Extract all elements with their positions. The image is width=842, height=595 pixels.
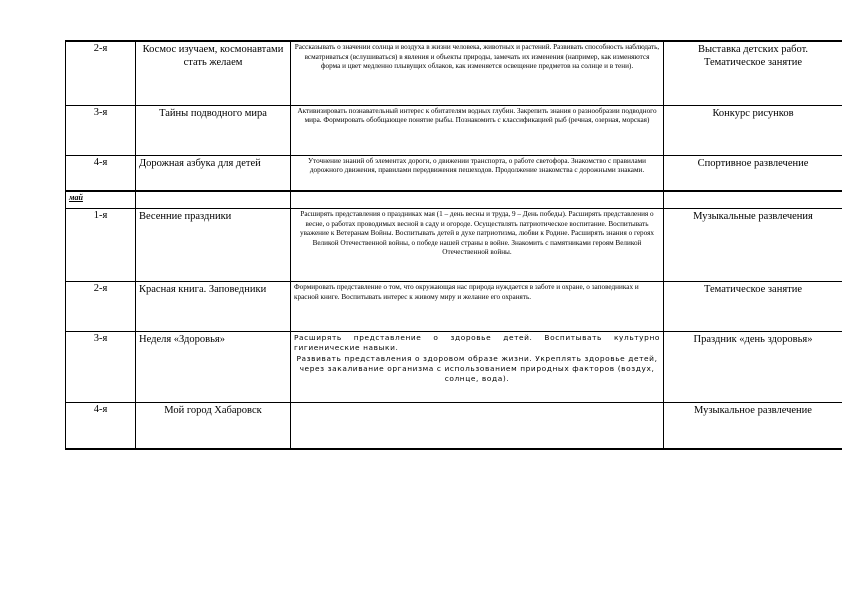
event-cell: Праздник «день здоровья»: [664, 332, 842, 403]
week-cell: 3-я: [66, 105, 136, 155]
week-cell: 2-я: [66, 41, 136, 105]
month-row: [66, 191, 842, 209]
table-row: [66, 282, 842, 332]
empty-cell: [664, 191, 842, 209]
goal-cell: Формировать представление о том, что окружающая нас природа нуждается в заботе и охране, о заповедниках и красной книге. Воспитывать интерес к живому миру и желание его охранять.: [291, 282, 664, 332]
month-label: май: [66, 191, 136, 209]
goal-paragraph: Расширять представление о здоровье детей. Воспитывать культурно гигиенические навыки.: [294, 333, 660, 352]
week-cell: 3-я: [66, 332, 136, 403]
event-cell: Музыкальные развлечения: [664, 209, 842, 282]
event-cell: Выставка детских работ. Тематическое занятие: [664, 41, 842, 105]
table-row: [66, 105, 842, 155]
topic-cell: Весенние праздники: [136, 209, 291, 282]
goal-cell: Уточнение знаний об элементах дороги, о движении транспорта, о работе светофора. Знакомство с правилами дорожного движения, правилами передвижения пешеходов. Продолжение знакомства с дорожными знаками.: [291, 155, 664, 191]
week-cell: 4-я: [66, 155, 136, 191]
thematic-plan-table: [65, 40, 842, 450]
topic-cell: Космос изучаем, космонавтами стать желаем: [136, 41, 291, 105]
week-cell: 2-я: [66, 282, 136, 332]
goal-cell: [291, 403, 664, 449]
topic-cell: Мой город Хабаровск: [136, 403, 291, 449]
topic-cell: Дорожная азбука для детей: [136, 155, 291, 191]
table-row: [66, 41, 842, 105]
event-cell: Спортивное развлечение: [664, 155, 842, 191]
table-row: [66, 332, 842, 403]
topic-cell: Красная книга. Заповедники: [136, 282, 291, 332]
empty-cell: [291, 191, 664, 209]
topic-cell: Неделя «Здоровья»: [136, 332, 291, 403]
week-cell: 4-я: [66, 403, 136, 449]
event-cell: Тематическое занятие: [664, 282, 842, 332]
table-row: [66, 155, 842, 191]
table-row: [66, 403, 842, 449]
event-cell: Конкурс рисунков: [664, 105, 842, 155]
topic-cell: Тайны подводного мира: [136, 105, 291, 155]
table-row: [66, 209, 842, 282]
event-cell: Музыкальное развлечение: [664, 403, 842, 449]
goal-cell: Рассказывать о значении солнца и воздуха в жизни человека, животных и растений. Развивать способность наблюдать, всматриваться (вслушиваться) в явления и объекты природы, замечать их изменения (например, как изменяются форма и цвет медленно плывущих облаков, как изменяется освещение предметов на солнце и в тени).: [291, 41, 664, 105]
goal-cell: [291, 332, 664, 403]
goal-paragraph: Развивать представления о здоровом образе жизни. Укреплять здоровье детей, через закаливание организма с использованием природных факторов (воздух, солнце, вода).: [296, 354, 658, 383]
goal-cell: Активизировать познавательный интерес к обитателям водных глубин. Закрепить знания о разнообразии подводного мира. Формировать обобщающее понятие рыбы. Познакомить с классификацией рыб (речная, озерная, морская): [291, 105, 664, 155]
empty-cell: [136, 191, 291, 209]
week-cell: 1-я: [66, 209, 136, 282]
goal-cell: Расширять представления о праздниках мая (1 – день весны и труда, 9 – День победы). Расширять представления о весне, о работах проводимых весной в саду и огороде. Осуществлять патриотическое воспитание. Воспитывать уважение к Ветеранам Войны. Воспитывать детей в духе патриотизма, любви к Родине. Расширять знания о героях Великой Отечественной войны, о победе нашей страны в войне. Знакомить с памятниками героям Великой Отечественной войны.: [291, 209, 664, 282]
